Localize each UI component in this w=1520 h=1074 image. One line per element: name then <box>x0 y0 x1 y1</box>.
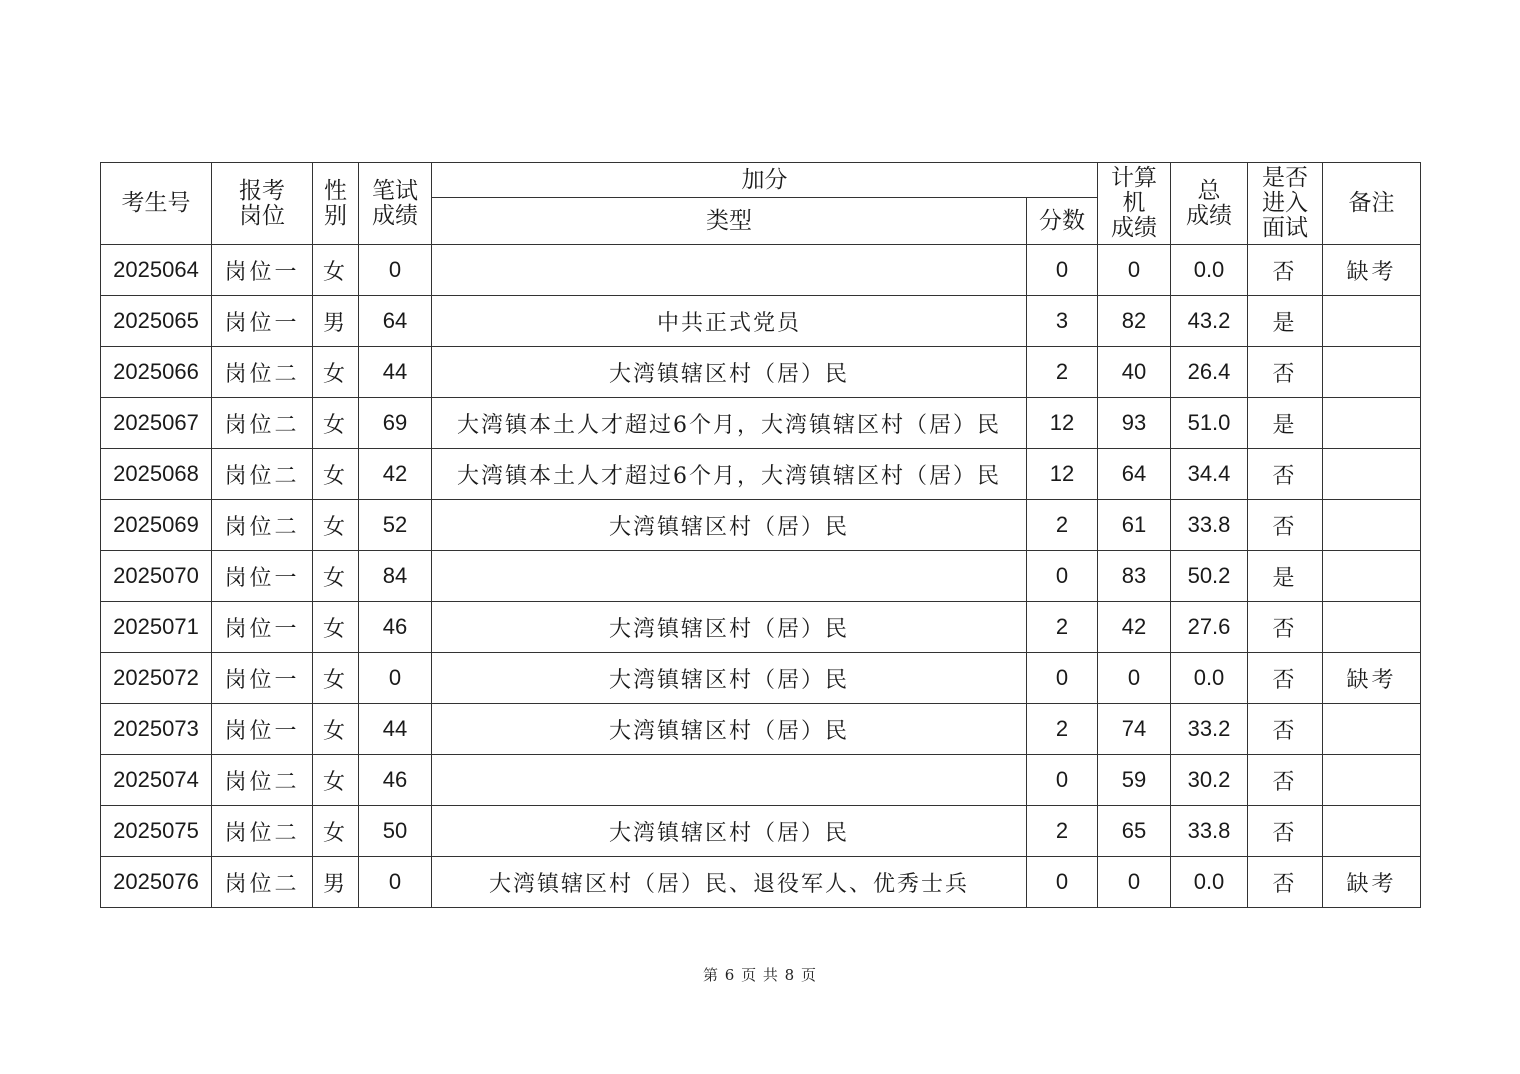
cell-total-score: 27.6 <box>1171 602 1248 653</box>
cell-bonus-points: 12 <box>1027 449 1098 500</box>
cell-exam-no: 2025075 <box>101 806 212 857</box>
header-interview: 是否 进入 面试 <box>1248 163 1323 245</box>
table-header <box>101 163 1421 245</box>
cell-position: 岗位一 <box>212 704 313 755</box>
table-row <box>101 347 1421 398</box>
cell-bonus-type: 大湾镇辖区村（居）民 <box>432 347 1027 398</box>
cell-gender: 女 <box>313 245 359 296</box>
cell-total-score: 33.2 <box>1171 704 1248 755</box>
cell-exam-no: 2025073 <box>101 704 212 755</box>
cell-gender: 女 <box>313 704 359 755</box>
cell-position: 岗位二 <box>212 500 313 551</box>
header-exam-no: 考生号 <box>101 163 212 245</box>
header-remark: 备注 <box>1323 163 1421 245</box>
cell-interview: 否 <box>1248 653 1323 704</box>
cell-position: 岗位二 <box>212 347 313 398</box>
cell-position: 岗位二 <box>212 806 313 857</box>
cell-computer-score: 0 <box>1098 245 1171 296</box>
cell-interview: 否 <box>1248 806 1323 857</box>
cell-position: 岗位一 <box>212 653 313 704</box>
cell-remark <box>1323 347 1421 398</box>
header-bonus-type: 类型 <box>432 198 1027 245</box>
cell-remark <box>1323 704 1421 755</box>
cell-exam-no: 2025064 <box>101 245 212 296</box>
cell-bonus-points: 0 <box>1027 245 1098 296</box>
cell-computer-score: 42 <box>1098 602 1171 653</box>
cell-computer-score: 65 <box>1098 806 1171 857</box>
cell-interview: 否 <box>1248 602 1323 653</box>
cell-computer-score: 61 <box>1098 500 1171 551</box>
header-bonus: 加分 <box>432 163 1098 198</box>
cell-written-score: 46 <box>359 602 432 653</box>
header-written-score: 笔试 成绩 <box>359 163 432 245</box>
cell-bonus-points: 0 <box>1027 857 1098 908</box>
cell-position: 岗位二 <box>212 449 313 500</box>
table-row <box>101 296 1421 347</box>
cell-computer-score: 0 <box>1098 857 1171 908</box>
cell-position: 岗位一 <box>212 296 313 347</box>
score-table <box>100 162 1421 908</box>
cell-gender: 女 <box>313 449 359 500</box>
cell-gender: 女 <box>313 500 359 551</box>
cell-computer-score: 74 <box>1098 704 1171 755</box>
cell-remark <box>1323 755 1421 806</box>
cell-bonus-points: 0 <box>1027 653 1098 704</box>
table-row <box>101 653 1421 704</box>
cell-remark <box>1323 551 1421 602</box>
header-total-score: 总 成绩 <box>1171 163 1248 245</box>
cell-total-score: 0.0 <box>1171 245 1248 296</box>
cell-exam-no: 2025068 <box>101 449 212 500</box>
cell-written-score: 44 <box>359 704 432 755</box>
cell-bonus-points: 2 <box>1027 704 1098 755</box>
page-footer: 第 6 页 共 8 页 <box>703 966 817 984</box>
table-row <box>101 704 1421 755</box>
cell-interview: 否 <box>1248 245 1323 296</box>
cell-written-score: 69 <box>359 398 432 449</box>
cell-remark <box>1323 398 1421 449</box>
cell-bonus-type: 大湾镇辖区村（居）民、退役军人、优秀士兵 <box>432 857 1027 908</box>
cell-total-score: 51.0 <box>1171 398 1248 449</box>
cell-bonus-points: 12 <box>1027 398 1098 449</box>
cell-written-score: 46 <box>359 755 432 806</box>
cell-bonus-type: 中共正式党员 <box>432 296 1027 347</box>
cell-computer-score: 0 <box>1098 653 1171 704</box>
cell-position: 岗位二 <box>212 755 313 806</box>
cell-interview: 是 <box>1248 296 1323 347</box>
cell-remark <box>1323 806 1421 857</box>
header-gender: 性 别 <box>313 163 359 245</box>
cell-interview: 是 <box>1248 551 1323 602</box>
cell-gender: 女 <box>313 653 359 704</box>
cell-bonus-type: 大湾镇辖区村（居）民 <box>432 653 1027 704</box>
cell-total-score: 0.0 <box>1171 857 1248 908</box>
table-row <box>101 551 1421 602</box>
cell-position: 岗位一 <box>212 245 313 296</box>
cell-gender: 女 <box>313 602 359 653</box>
cell-computer-score: 82 <box>1098 296 1171 347</box>
cell-computer-score: 59 <box>1098 755 1171 806</box>
cell-computer-score: 83 <box>1098 551 1171 602</box>
cell-bonus-points: 2 <box>1027 806 1098 857</box>
cell-bonus-type: 大湾镇本土人才超过6个月，大湾镇辖区村（居）民 <box>432 449 1027 500</box>
cell-gender: 女 <box>313 347 359 398</box>
cell-written-score: 0 <box>359 857 432 908</box>
cell-gender: 女 <box>313 551 359 602</box>
cell-total-score: 34.4 <box>1171 449 1248 500</box>
cell-bonus-points: 0 <box>1027 551 1098 602</box>
cell-exam-no: 2025065 <box>101 296 212 347</box>
table-row <box>101 245 1421 296</box>
cell-computer-score: 40 <box>1098 347 1171 398</box>
cell-bonus-type: 大湾镇辖区村（居）民 <box>432 704 1027 755</box>
cell-total-score: 30.2 <box>1171 755 1248 806</box>
cell-position: 岗位二 <box>212 398 313 449</box>
cell-interview: 否 <box>1248 500 1323 551</box>
cell-total-score: 50.2 <box>1171 551 1248 602</box>
cell-total-score: 33.8 <box>1171 500 1248 551</box>
cell-bonus-points: 0 <box>1027 755 1098 806</box>
cell-exam-no: 2025069 <box>101 500 212 551</box>
cell-interview: 否 <box>1248 347 1323 398</box>
cell-bonus-points: 2 <box>1027 500 1098 551</box>
cell-gender: 女 <box>313 806 359 857</box>
cell-bonus-type: 大湾镇辖区村（居）民 <box>432 806 1027 857</box>
cell-total-score: 43.2 <box>1171 296 1248 347</box>
cell-exam-no: 2025072 <box>101 653 212 704</box>
cell-written-score: 0 <box>359 245 432 296</box>
cell-total-score: 0.0 <box>1171 653 1248 704</box>
cell-remark <box>1323 449 1421 500</box>
cell-interview: 否 <box>1248 449 1323 500</box>
cell-gender: 男 <box>313 857 359 908</box>
header-bonus-points: 分数 <box>1027 198 1098 245</box>
cell-bonus-type <box>432 245 1027 296</box>
cell-remark: 缺考 <box>1323 653 1421 704</box>
cell-remark: 缺考 <box>1323 857 1421 908</box>
table-row <box>101 806 1421 857</box>
cell-written-score: 64 <box>359 296 432 347</box>
cell-remark <box>1323 296 1421 347</box>
table-row <box>101 602 1421 653</box>
table-row <box>101 857 1421 908</box>
cell-written-score: 52 <box>359 500 432 551</box>
table-row <box>101 755 1421 806</box>
cell-written-score: 44 <box>359 347 432 398</box>
cell-exam-no: 2025071 <box>101 602 212 653</box>
cell-position: 岗位二 <box>212 857 313 908</box>
cell-interview: 否 <box>1248 755 1323 806</box>
cell-bonus-points: 3 <box>1027 296 1098 347</box>
cell-bonus-type <box>432 551 1027 602</box>
cell-total-score: 33.8 <box>1171 806 1248 857</box>
table-body <box>101 245 1421 908</box>
table-row <box>101 398 1421 449</box>
header-computer-score: 计算 机 成绩 <box>1098 163 1171 245</box>
cell-gender: 男 <box>313 296 359 347</box>
cell-position: 岗位一 <box>212 602 313 653</box>
cell-bonus-type <box>432 755 1027 806</box>
cell-bonus-type: 大湾镇本土人才超过6个月，大湾镇辖区村（居）民 <box>432 398 1027 449</box>
cell-remark <box>1323 602 1421 653</box>
cell-exam-no: 2025070 <box>101 551 212 602</box>
cell-total-score: 26.4 <box>1171 347 1248 398</box>
cell-gender: 女 <box>313 398 359 449</box>
cell-exam-no: 2025067 <box>101 398 212 449</box>
cell-written-score: 50 <box>359 806 432 857</box>
cell-written-score: 42 <box>359 449 432 500</box>
cell-written-score: 84 <box>359 551 432 602</box>
cell-exam-no: 2025074 <box>101 755 212 806</box>
table-row <box>101 500 1421 551</box>
cell-gender: 女 <box>313 755 359 806</box>
cell-bonus-points: 2 <box>1027 602 1098 653</box>
cell-interview: 否 <box>1248 857 1323 908</box>
cell-interview: 否 <box>1248 704 1323 755</box>
cell-exam-no: 2025076 <box>101 857 212 908</box>
cell-interview: 是 <box>1248 398 1323 449</box>
cell-bonus-points: 2 <box>1027 347 1098 398</box>
cell-remark <box>1323 500 1421 551</box>
cell-position: 岗位一 <box>212 551 313 602</box>
header-position: 报考 岗位 <box>212 163 313 245</box>
table-row <box>101 449 1421 500</box>
cell-bonus-type: 大湾镇辖区村（居）民 <box>432 602 1027 653</box>
cell-computer-score: 64 <box>1098 449 1171 500</box>
cell-remark: 缺考 <box>1323 245 1421 296</box>
cell-exam-no: 2025066 <box>101 347 212 398</box>
cell-computer-score: 93 <box>1098 398 1171 449</box>
cell-written-score: 0 <box>359 653 432 704</box>
cell-bonus-type: 大湾镇辖区村（居）民 <box>432 500 1027 551</box>
